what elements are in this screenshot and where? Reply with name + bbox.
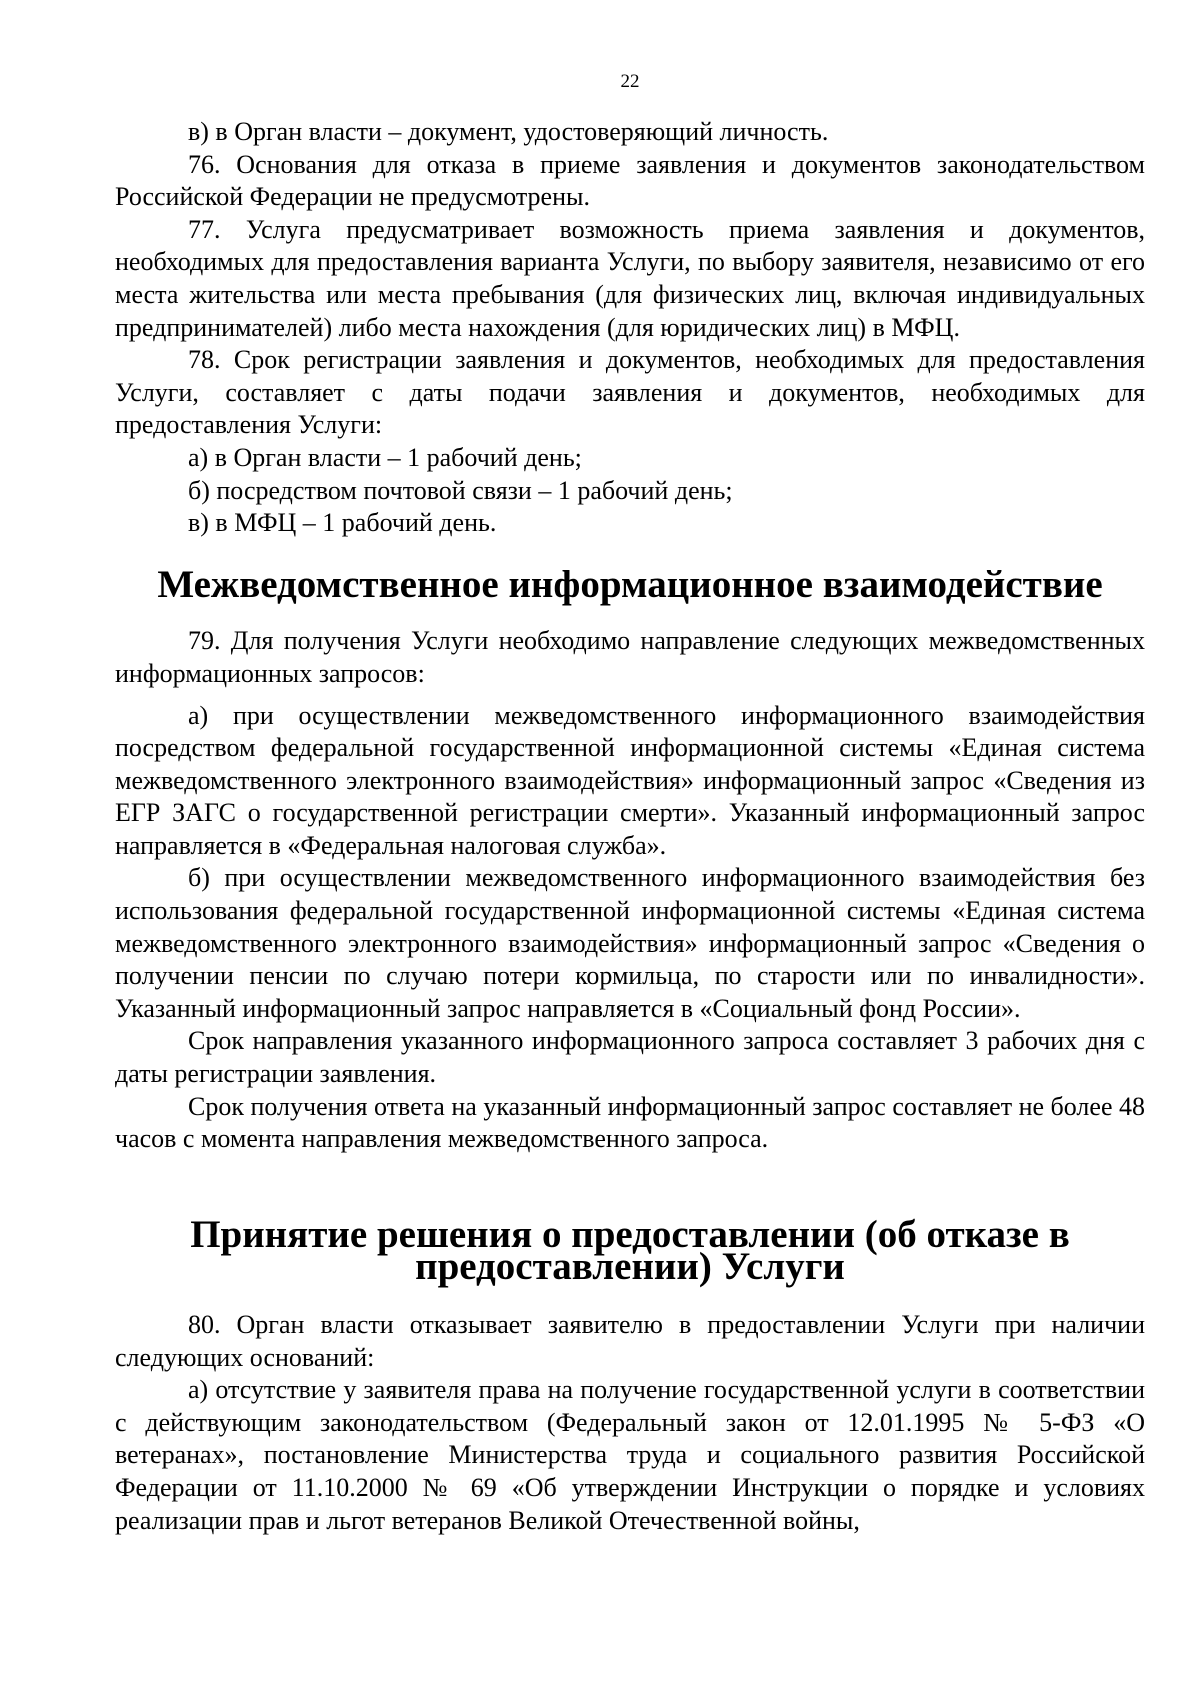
paragraph-response-deadline: Срок получения ответа на указанный информационный запрос составляет не более 48 часов с момента направления межведомственного запроса.: [115, 1091, 1145, 1154]
paragraph-79-a: а) при осуществлении межведомственного информационного взаимодействия посредством федеральной государственной информационной системы «Единая система межведомственного электронного взаимодействия» информационный запрос «Сведения из ЕГР ЗАГС о государственной регистрации смерти». Указанный информационный запрос направляется в «Федеральная налоговая служба».: [115, 700, 1145, 860]
paragraph-78: 78. Срок регистрации заявления и документов, необходимых для предоставления Услуги, составляет с даты подачи заявления и документов, необходимых для предоставления Услуги:: [115, 345, 1145, 440]
paragraph-78-v: в) в МФЦ – 1 рабочий день.: [188, 508, 497, 538]
paragraph-80: 80. Орган власти отказывает заявителю в предоставлении Услуги при наличии следующих оснований:: [115, 1310, 1145, 1372]
paragraph-76: 76. Основания для отказа в приеме заявления и документов законодательством Российской Федерации не предусмотрены.: [115, 149, 1145, 212]
section-heading-interagency: Межведомственное информационное взаимодействие: [157, 562, 1103, 606]
page-number: 22: [620, 71, 640, 92]
paragraph-request-deadline: Срок направления указанного информационного запроса составляет 3 рабочих дня с даты регистрации заявления.: [115, 1026, 1145, 1089]
paragraph-78-b: б) посредством почтовой связи – 1 рабочий день;: [188, 475, 733, 505]
paragraph-item-v-id: в) в Орган власти – документ, удостоверяющий личность.: [188, 117, 829, 146]
document-page: [115, 0, 1145, 1697]
paragraph-79-b: б) при осуществлении межведомственного информационного взаимодействия без использования федеральной государственной информационной системы «Единая система межведомственного электронного взаимодействия» информационный запрос «Сведения о получении пенсии по случаю потери кормильца, по старости или по инвалидности». Указанный информационный запрос направляется в «Социальный фонд России».: [115, 863, 1145, 1023]
paragraph-80-a: а) отсутствие у заявителя права на получение государственной услуги в соответствии с действующим законодательством (Федеральный закон от 12.01.1995 № 5-ФЗ «О ветеранах», постановление Министерства труда и социального развития Российской Федерации от 11.10.2000 № 69 «Об утверждении Инструкции о порядке и условиях реализации прав и льгот ветеранов Великой Отечественной войны,: [115, 1375, 1145, 1535]
spacer: [115, 1156, 1145, 1219]
document-body: [115, 116, 1145, 1537]
paragraph-78-a: а) в Орган власти – 1 рабочий день;: [188, 442, 582, 472]
paragraph-79: 79. Для получения Услуги необходимо направление следующих межведомственных информационных запросов:: [115, 626, 1145, 688]
section-heading-decision: Принятие решения о предоставлении (об отказе в предоставлении) Услуги: [190, 1212, 1070, 1289]
spacer: [115, 691, 1145, 700]
paragraph-77: 77. Услуга предусматривает возможность приема заявления и документов, необходимых для предоставления варианта Услуги, по выбору заявителя, независимо от его места жительства или места пребывания (для физических лиц, включая индивидуальных предпринимателей) либо места нахождения (для юридических лиц) в МФЦ.: [115, 214, 1145, 342]
